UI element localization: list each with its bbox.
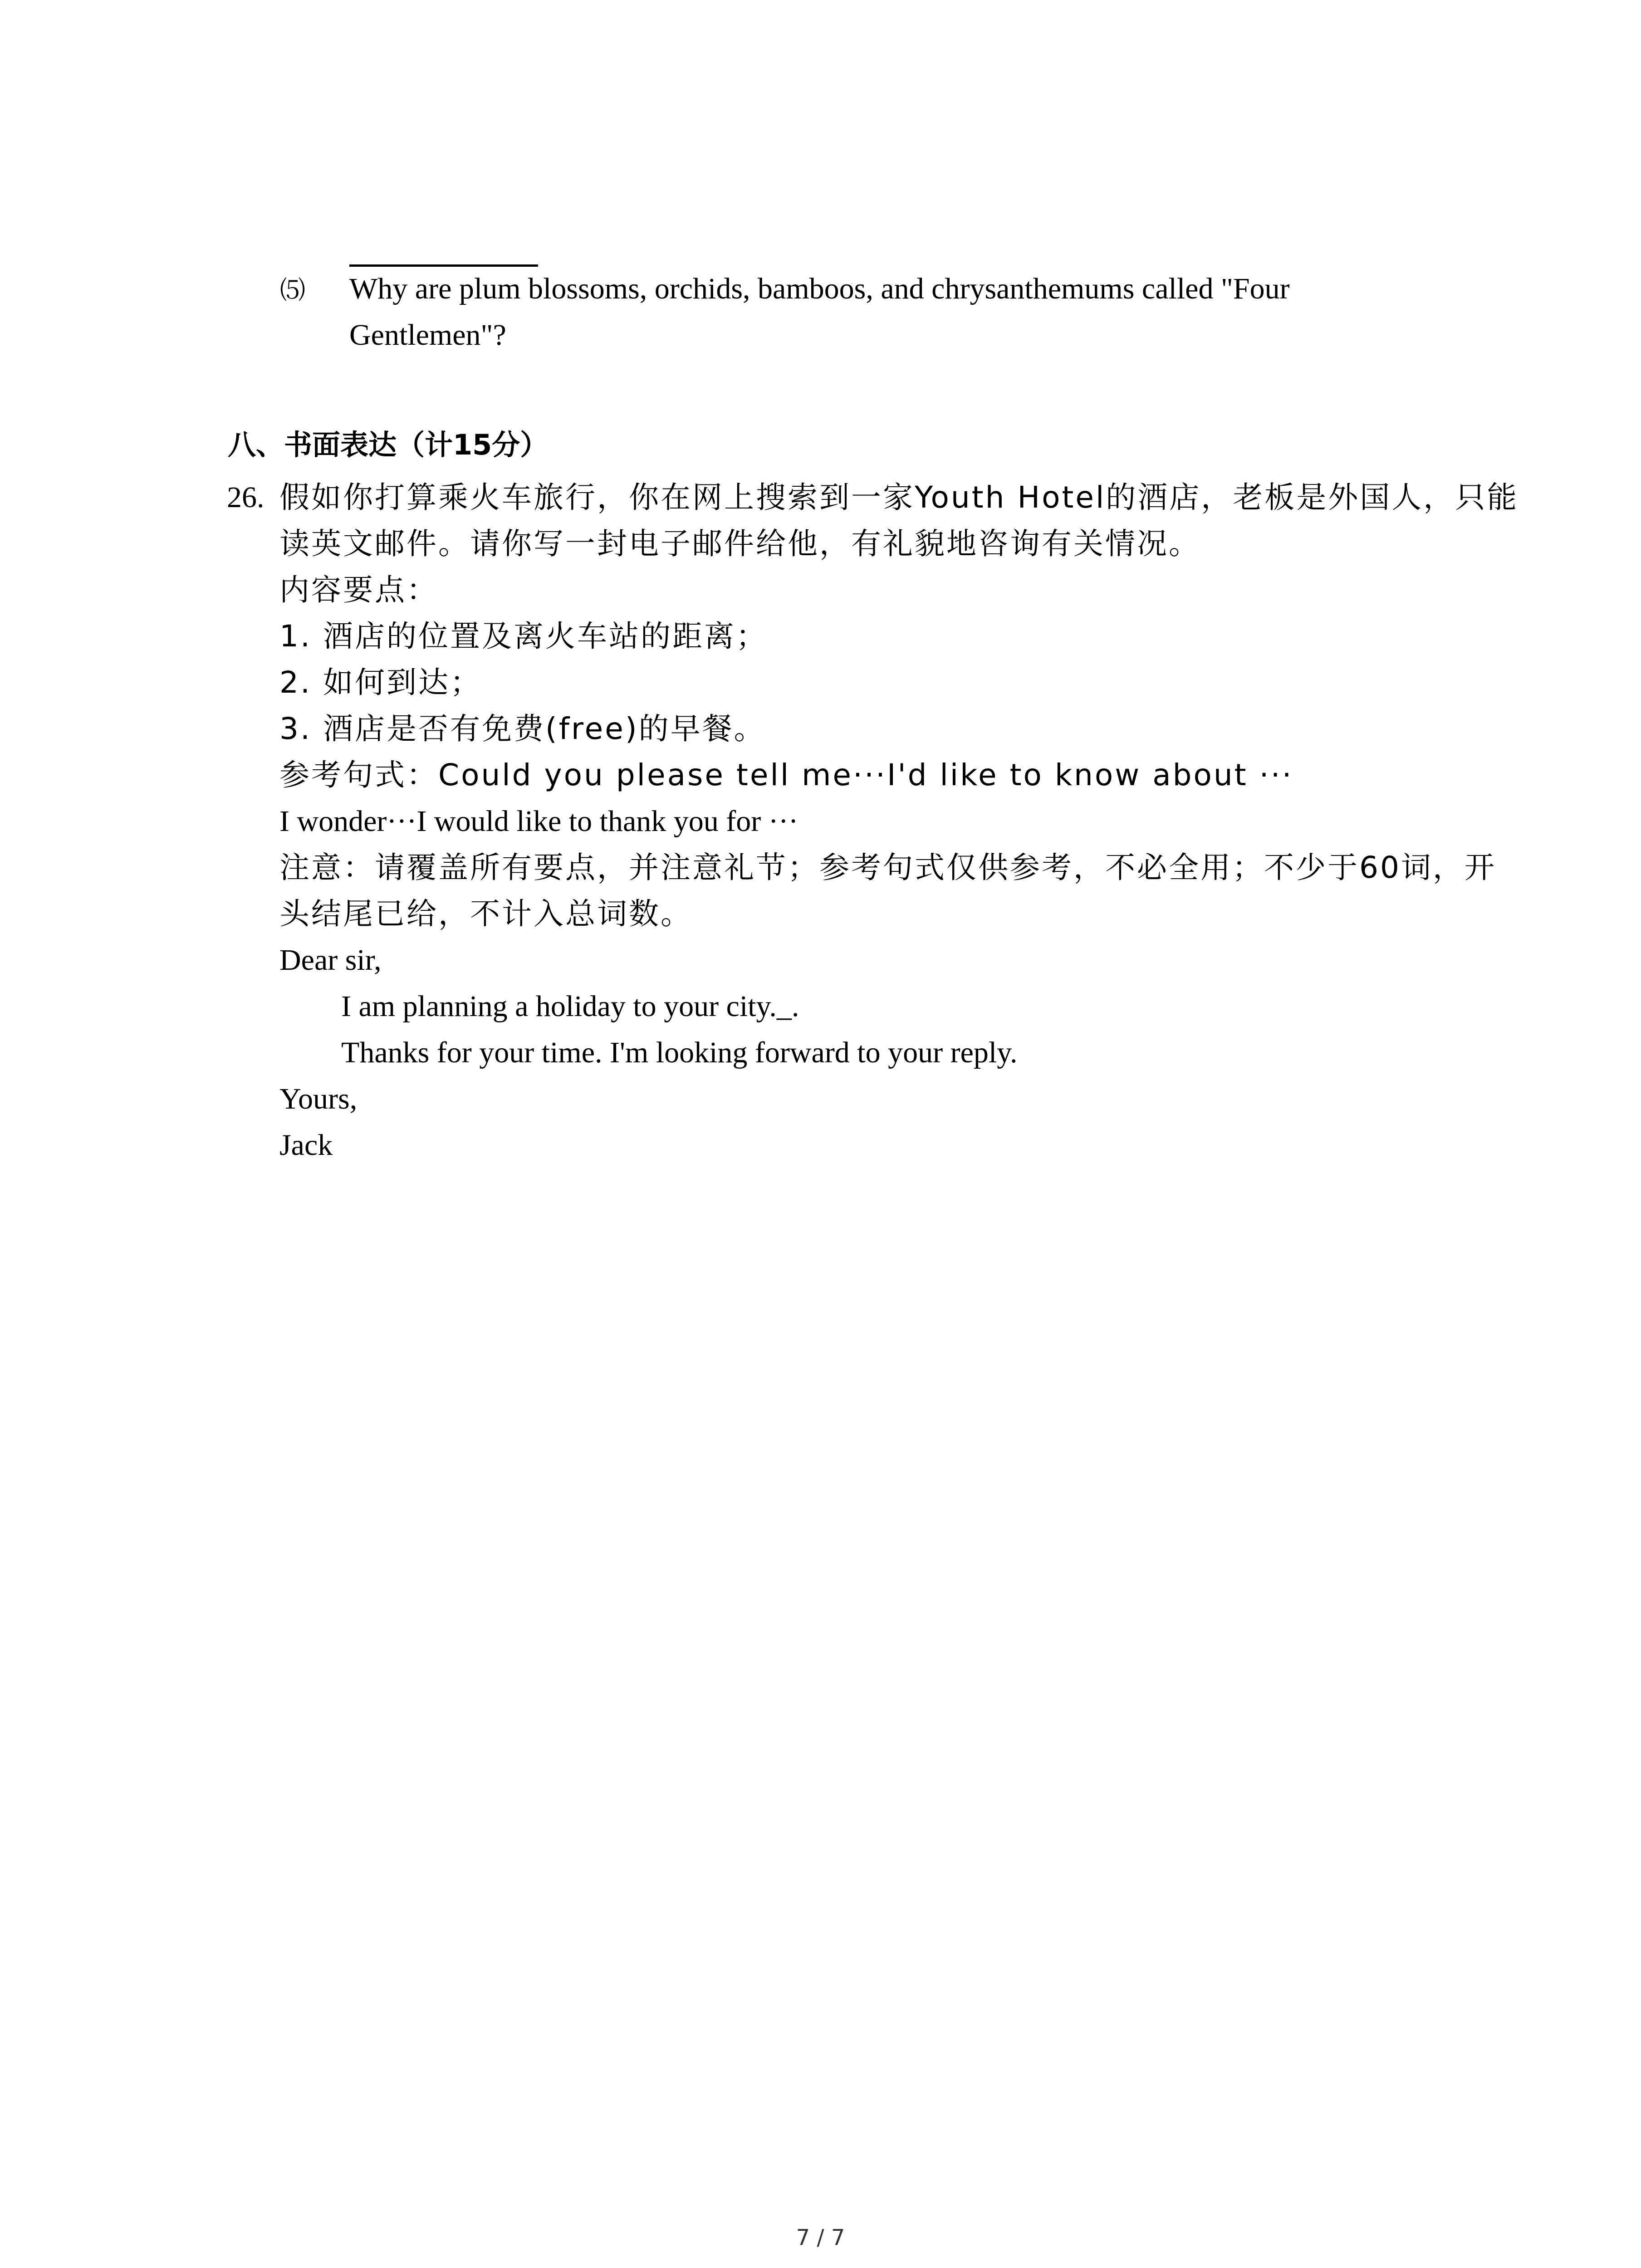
letter-name: Jack [279, 1129, 333, 1162]
letter-opening: I am planning a holiday to your city._. [341, 990, 799, 1023]
question-5-text: Why are plum blossoms, orchids, bamboos, and chrysanthemums called "Four Gentlemen"? [349, 272, 1290, 352]
question-26-intro-line-1: 假如你打算乘火车旅行，你在网上搜索到一家Youth Hotel的酒店，老板是外国人，只能 [279, 480, 1519, 515]
content-point-2: 2. 如何到达； [279, 665, 482, 700]
letter-greeting: Dear sir, [279, 943, 382, 977]
letter-closing: Thanks for your time. I'm looking forward to your reply. [341, 1036, 1018, 1069]
question-5-number: ⑸ [280, 276, 305, 305]
points-label: 内容要点： [279, 572, 438, 607]
question-26-intro-line-2: 读英文邮件。请你写一封电子邮件给他，有礼貌地咨询有关情况。 [279, 526, 1200, 561]
note-line-2: 头结尾已给，不计入总词数。 [279, 896, 692, 931]
content-point-3: 3. 酒店是否有免费(free)的早餐。 [279, 711, 766, 746]
content-point-1: 1. 酒店的位置及离火车站的距离； [279, 619, 768, 654]
reference-sentences-line-1: 参考句式：Could you please tell me···I'd like to know about ··· [279, 758, 1293, 792]
reference-sentences-line-2: I wonder···I would like to thank you for ··· [279, 805, 798, 838]
page-number: 7 / 7 [796, 2225, 845, 2250]
note-line-1: 注意：请覆盖所有要点，并注意礼节；参考句式仅供参考，不必全用；不少于60词，开 [279, 850, 1496, 885]
letter-signoff: Yours, [279, 1082, 358, 1115]
section-title: 八、书面表达（计15分） [228, 428, 549, 461]
question-26-number: 26. [227, 481, 265, 514]
